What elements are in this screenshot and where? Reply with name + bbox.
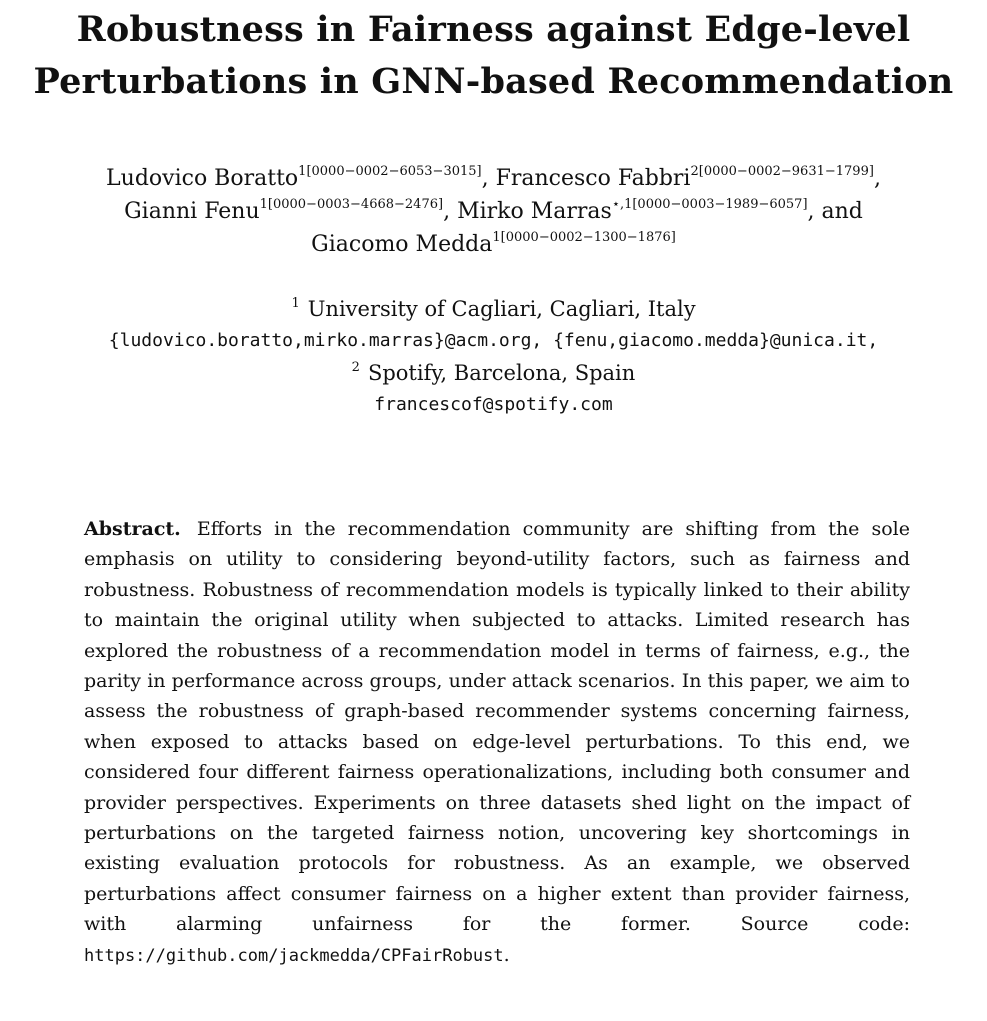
source-code-link[interactable]: https://github.com/jackmedda/CPFairRobust: [84, 945, 504, 966]
author-name: Mirko Marras: [457, 199, 612, 224]
affiliation-1: [0, 293, 987, 325]
author-orcid: [0000−0002−1300−1876]: [500, 230, 676, 245]
affiliation-2-email: francescof@spotify.com: [374, 394, 613, 415]
author-name: Gianni Fenu: [124, 199, 260, 224]
author-separator: ,: [873, 166, 881, 191]
author-affiliation-mark: 2: [690, 164, 699, 179]
abstract-label: Abstract.: [84, 518, 181, 540]
author-separator: , and: [807, 199, 863, 224]
author-name: Ludovico Boratto: [106, 166, 299, 191]
abstract-body: Efforts in the recommendation community are shifting from the sole emphasis on utility to considering beyond-utility factors, such as fairness and robustness. Robustness of recommendation models is typically linked to their ability to maintain the original utility when subjected to attacks. Limited research has explored the robustness of a recommendation model in terms of fairness, e.g., the parity in performance across groups, under attack scenarios. In this paper, we aim to assess the robustness of graph-based recommender systems concerning fairness, when exposed to attacks based on edge-level perturbations. To this end, we considered four different fairness operationalizations, including both consumer and provider perspectives. Experiments on three datasets shed light on the impact of perturbations on the targeted fairness notion, uncovering key shortcomings in existing evaluation protocols for robustness. As an example, we observed perturbations affect consumer fairness on a higher extent than provider fairness, with alarming unfairness for the former. Source code:: [84, 518, 910, 936]
author-separator: ,: [443, 199, 458, 224]
paper-title: [0, 4, 987, 108]
title-line-2: Perturbations in GNN-based Recommendation: [33, 61, 954, 102]
author-separator: ,: [481, 166, 496, 191]
author-affiliation-mark: 1: [298, 164, 307, 179]
author-orcid: [0000−0002−9631−1799]: [698, 164, 874, 179]
abstract-end: .: [503, 943, 510, 966]
affiliation-text: University of Cagliari, Cagliari, Italy: [307, 297, 696, 321]
author-list: [0, 162, 987, 261]
author-name: Giacomo Medda: [311, 232, 493, 257]
affiliation-number: 2: [351, 360, 360, 375]
author-line-3: [0, 228, 987, 261]
author-line-2: [0, 195, 987, 228]
affiliation-2: [0, 357, 987, 389]
affiliation-1-emails: {ludovico.boratto,mirko.marras}@acm.org, {fenu,giacomo.medda}@unica.it,: [108, 330, 879, 351]
author-line-1: [0, 162, 987, 195]
title-line-1: Robustness in Fairness against Edge-level: [76, 9, 911, 50]
affiliation-text: Spotify, Barcelona, Spain: [367, 361, 636, 385]
author-orcid: [0000−0003−4668−2476]: [267, 197, 444, 212]
affiliations: [0, 293, 987, 421]
author-affiliation-mark: 1: [492, 230, 501, 245]
affiliation-number: 1: [291, 296, 300, 311]
author-name: Francesco Fabbri: [495, 166, 691, 191]
author-orcid: [0000−0002−6053−3015]: [306, 164, 482, 179]
author-orcid: [0000−0003−1989−6057]: [632, 197, 808, 212]
abstract: [84, 514, 910, 971]
author-affiliation-mark: 1: [259, 197, 268, 212]
author-affiliation-mark: ⋆,1: [611, 197, 633, 212]
